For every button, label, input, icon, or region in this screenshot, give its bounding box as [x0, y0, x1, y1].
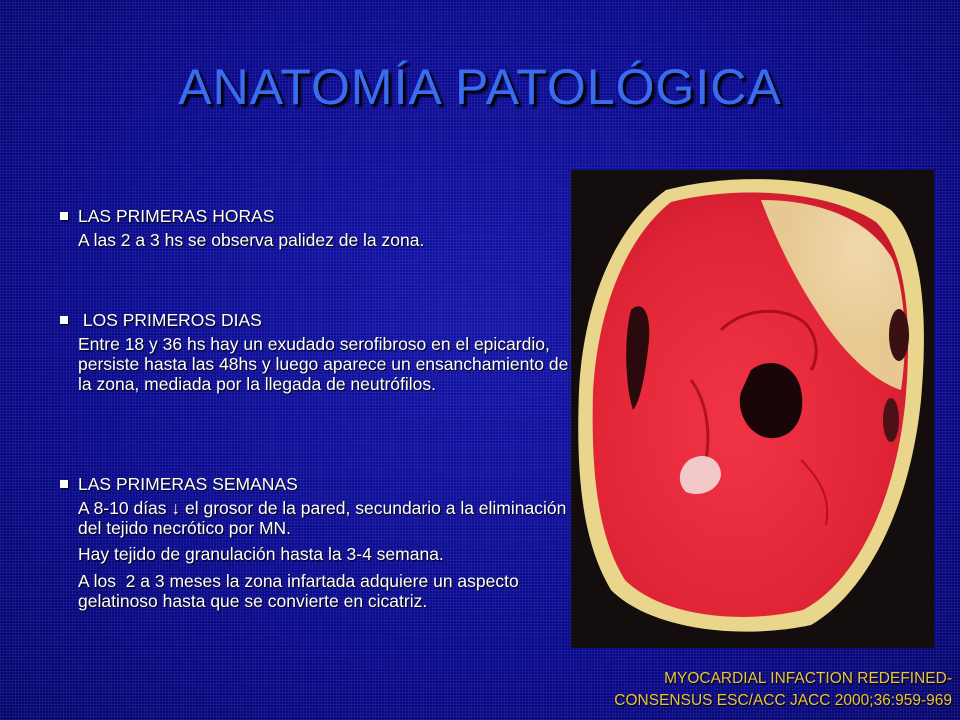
section-paragraph: Hay tejido de granulación hasta la 3-4 semana.	[78, 544, 444, 565]
square-bullet-icon	[60, 480, 68, 488]
heart-cross-section-photo	[571, 170, 934, 648]
citation-line-2: CONSENSUS ESC/ACC JACC 2000;36:959-969	[614, 692, 952, 709]
section-heading: LAS PRIMERAS HORAS	[78, 206, 275, 226]
bullet-section-first-days	[60, 310, 570, 401]
section-heading: LAS PRIMERAS SEMANAS	[78, 474, 298, 494]
square-bullet-icon	[60, 316, 68, 324]
section-heading: LOS PRIMEROS DIAS	[78, 310, 262, 330]
heart-illustration	[571, 170, 934, 648]
section-paragraph: A 8-10 días ↓ el grosor de la pared, secundario a la eliminación del tejido necrótico por MN.	[78, 498, 567, 539]
square-bullet-icon	[60, 212, 68, 220]
slide-title: ANATOMÍA PATOLÓGICA	[178, 59, 782, 115]
section-paragraph: A los 2 a 3 meses la zona infartada adquiere un aspecto gelatinoso hasta que se convierte en cicatriz.	[78, 570, 524, 611]
citation	[614, 668, 952, 712]
bullet-section-first-weeks	[60, 474, 570, 617]
section-paragraph: Entre 18 y 36 hs hay un exudado serofibroso en el epicardio, persiste hasta las 48hs y luego aparece un ensanchamiento de la zona, mediada por la llegada de neutrófilos.	[78, 334, 569, 395]
bullet-section-first-hours	[60, 206, 570, 256]
ventricle-cavity	[740, 363, 802, 438]
citation-line-1: MYOCARDIAL INFACTION REDEFINED-	[664, 670, 952, 687]
section-paragraph: A las 2 a 3 hs se observa palidez de la zona.	[78, 230, 425, 251]
